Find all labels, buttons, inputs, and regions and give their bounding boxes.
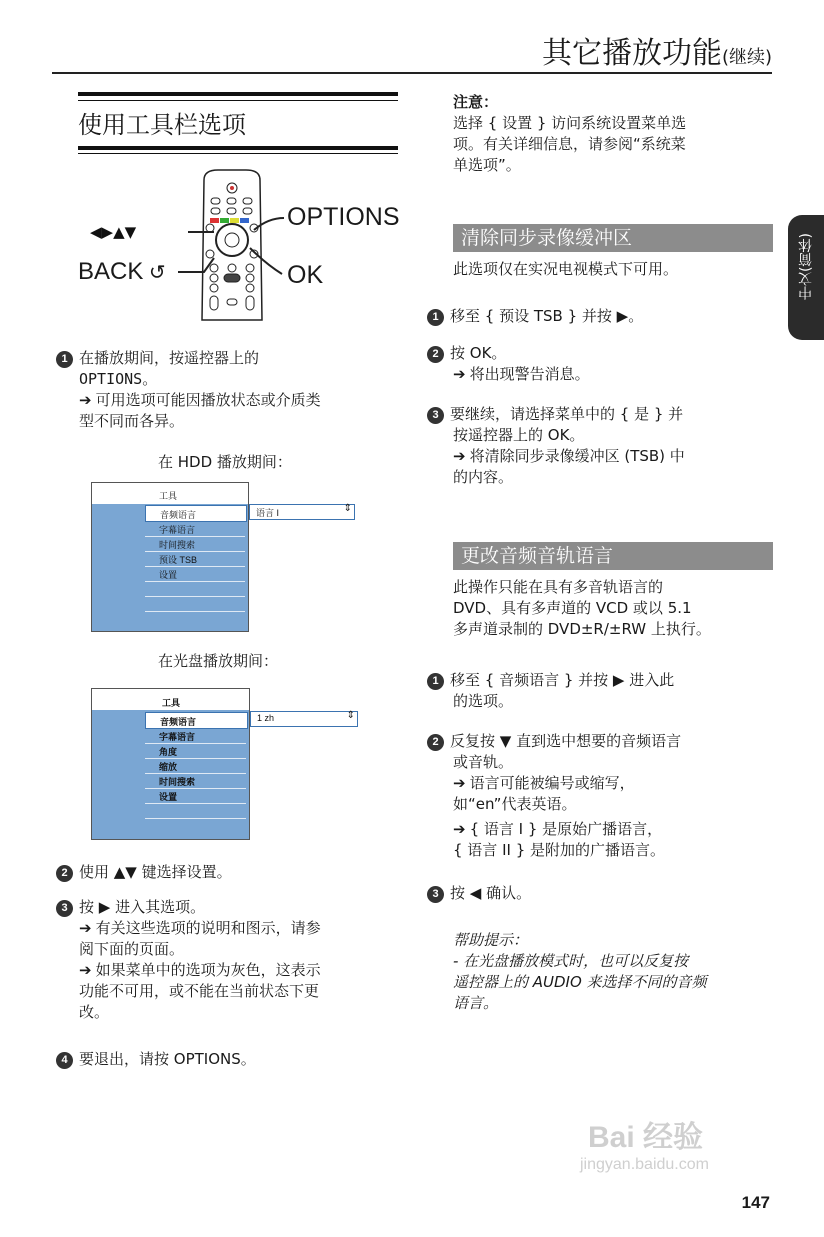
step-text: 的选项。 [453, 692, 514, 710]
result-text: 将清除同步录像缓冲区 (TSB) 中 [469, 447, 685, 465]
menu-title: 工具 [159, 491, 178, 501]
step-text: 移至 { 预设 TSB } 并按 ▶。 [450, 307, 644, 325]
disc-caption: 在光盘播放期间： [158, 652, 279, 670]
step-text: 反复按 ▼ 直到选中想要的音频语言 [450, 732, 682, 750]
side-tab-label: 中文(简体) [798, 233, 814, 300]
step-number: 2 [427, 346, 444, 363]
note-block [453, 92, 783, 176]
tsb-step-2 [427, 343, 777, 385]
remote-illustration [78, 168, 398, 323]
step-number: 3 [56, 900, 73, 917]
step-number: 1 [56, 351, 73, 368]
help-tip [453, 930, 783, 1014]
watermark-url: jingyan.baidu.com [580, 1156, 709, 1173]
menu-item-label: 时间搜索 [159, 777, 196, 787]
header-subtitle: (继续) [721, 47, 772, 68]
result-text: 改。 [79, 1003, 110, 1021]
result-text: 如果菜单中的选项为灰色，这表示 [95, 961, 321, 979]
step-text: 按遥控器上的 OK。 [453, 426, 585, 444]
back-arrow-icon: ↺ [143, 262, 166, 284]
menu-item-label: 设置 [159, 792, 178, 802]
note-text: 选择 { 设置 } 访问系统设置菜单选 [453, 114, 687, 132]
arrow-icon: ➔ [79, 961, 92, 979]
menu-item-selected[interactable] [145, 505, 247, 522]
baidu-watermark [580, 1112, 709, 1174]
menu-item[interactable] [145, 728, 246, 744]
value-label: 语言 I [256, 508, 280, 518]
menu-item[interactable] [145, 788, 246, 804]
back-callout [78, 258, 166, 286]
menu-title: 工具 [162, 698, 181, 708]
watermark-logo-text: Bai 经验 [588, 1121, 704, 1154]
note-text: 项。有关详细信息，请参阅“系统菜 [453, 135, 686, 153]
description-text: 多声道录制的 DVD±R/±RW 上执行。 [453, 620, 711, 638]
header-title: 其它播放功能 [541, 36, 722, 71]
result-text: 的内容。 [453, 468, 514, 486]
step-text: 或音轨。 [453, 753, 514, 771]
menu-item-label: 时间搜索 [159, 540, 196, 550]
menu-item-label: 字幕语言 [159, 732, 196, 742]
result-text: 功能不可用，或不能在当前状态下更 [79, 982, 320, 1000]
arrow-icon: ➔ [79, 919, 92, 937]
audio-description [453, 577, 783, 640]
result-text: 将出现警告消息。 [469, 365, 590, 383]
step-number: 1 [427, 673, 444, 690]
menu-item-label: 预设 TSB [159, 555, 198, 565]
audio-step-2 [427, 731, 777, 861]
step-number: 4 [56, 1052, 73, 1069]
tip-title: 帮助提示： [453, 931, 529, 949]
result-text: 有关这些选项的说明和图示，请参 [95, 919, 321, 937]
disc-value-field[interactable] [250, 711, 358, 727]
tip-text: - 在光盘播放模式时，也可以反复按 [453, 952, 689, 970]
arrow-icon: ➔ [453, 447, 466, 465]
menu-item[interactable] [145, 758, 246, 774]
left-step-4 [56, 1049, 396, 1070]
result-text: 可用选项可能因播放状态或介质类 [95, 391, 321, 409]
disc-tools-menu [91, 688, 250, 840]
result-text: 如“en”代表英语。 [453, 795, 577, 813]
spinner-icon: ⇕ [346, 710, 355, 721]
result-text: 阅下面的页面。 [79, 940, 185, 958]
step-number: 3 [427, 886, 444, 903]
tip-text: 遥控器上的 AUDIO 来选择不同的音频 [453, 973, 707, 991]
tsb-step-1 [427, 306, 777, 327]
left-step-2 [56, 862, 396, 883]
step-text: 使用 ▲▼ 键选择设置。 [79, 863, 232, 881]
arrow-icon: ➔ [453, 774, 466, 792]
arrow-icon: ➔ [453, 365, 466, 383]
result-text: { 语言 II } 是附加的广播语言。 [453, 841, 666, 859]
left-step-1 [56, 348, 396, 432]
tsb-description: 此选项仅在实况电视模式下可用。 [453, 260, 679, 278]
back-callout-label: BACK [78, 258, 144, 285]
page-header [542, 28, 772, 72]
step-text: 按 OK。 [450, 344, 507, 362]
result-text: { 语言 I } 是原始广播语言， [469, 820, 663, 838]
tip-text: 语言。 [453, 994, 499, 1012]
result-text: 语言可能被编号或缩写， [469, 774, 635, 792]
section-title-text: 使用工具栏选项 [78, 111, 246, 139]
audio-step-1 [427, 670, 777, 712]
options-callout-label: OPTIONS [287, 203, 400, 231]
menu-item-empty [145, 581, 245, 597]
description-text: 此操作只能在具有多音轨语言的 [453, 578, 664, 596]
menu-item-label: 缩放 [159, 762, 178, 772]
step-number: 2 [56, 865, 73, 882]
value-label: 1 zh [257, 713, 275, 723]
hdd-tools-menu [91, 482, 249, 632]
note-text: 单选项”。 [453, 156, 521, 174]
menu-item-empty [145, 596, 245, 612]
step-number: 3 [427, 407, 444, 424]
step-text: 要继续，请选择菜单中的 { 是 } 并 [450, 405, 684, 423]
menu-item[interactable] [145, 743, 246, 759]
hdd-value-field[interactable] [249, 504, 355, 520]
menu-item[interactable] [145, 536, 245, 552]
note-title: 注意： [453, 93, 499, 111]
header-rule [52, 72, 772, 74]
menu-item-label: 角度 [159, 747, 178, 757]
spinner-icon: ⇕ [343, 503, 352, 514]
menu-item-label: 音频语言 [160, 510, 197, 520]
section-bar-audio: 更改音频音轨语言 [453, 542, 773, 570]
arrow-icon: ➔ [453, 820, 466, 838]
ok-callout-label: OK [287, 261, 324, 289]
tsb-step-3 [427, 404, 777, 488]
step-text: 移至 { 音频语言 } 并按 ▶ 进入此 [450, 671, 675, 689]
menu-item[interactable] [145, 551, 245, 567]
step-text: 在播放期间，按遥控器上的 [79, 349, 260, 367]
description-text: DVD、具有多声道的 VCD 或以 5.1 [453, 599, 692, 617]
menu-item-selected[interactable] [145, 712, 248, 729]
remote-control-icon [78, 168, 398, 323]
menu-item[interactable] [145, 521, 245, 537]
step-text: OPTIONS。 [79, 370, 158, 388]
result-text: 型不同而各异。 [79, 412, 185, 430]
step-number: 2 [427, 734, 444, 751]
menu-item-label: 音频语言 [160, 717, 197, 727]
menu-item-label: 设置 [159, 570, 178, 580]
arrow-icon: ➔ [79, 391, 92, 409]
section-title-toolbar [78, 92, 398, 154]
left-step-3 [56, 897, 401, 1023]
step-text: 按 ▶ 进入其选项。 [79, 898, 206, 916]
menu-item[interactable] [145, 773, 246, 789]
hdd-caption: 在 HDD 播放期间： [158, 453, 292, 471]
nav-arrows-label: ◀▶▲▼ [90, 223, 137, 241]
page-number: 147 [741, 1193, 770, 1212]
language-side-tab [788, 215, 824, 340]
section-bar-tsb: 清除同步录像缓冲区 [453, 224, 773, 252]
menu-item[interactable] [145, 566, 245, 582]
step-number: 1 [427, 309, 444, 326]
menu-item-label: 字幕语言 [159, 525, 196, 535]
menu-item-empty [145, 803, 246, 819]
step-text: 要退出，请按 OPTIONS。 [79, 1050, 256, 1068]
step-text: 按 ◀ 确认。 [450, 884, 532, 902]
audio-step-3 [427, 883, 777, 904]
